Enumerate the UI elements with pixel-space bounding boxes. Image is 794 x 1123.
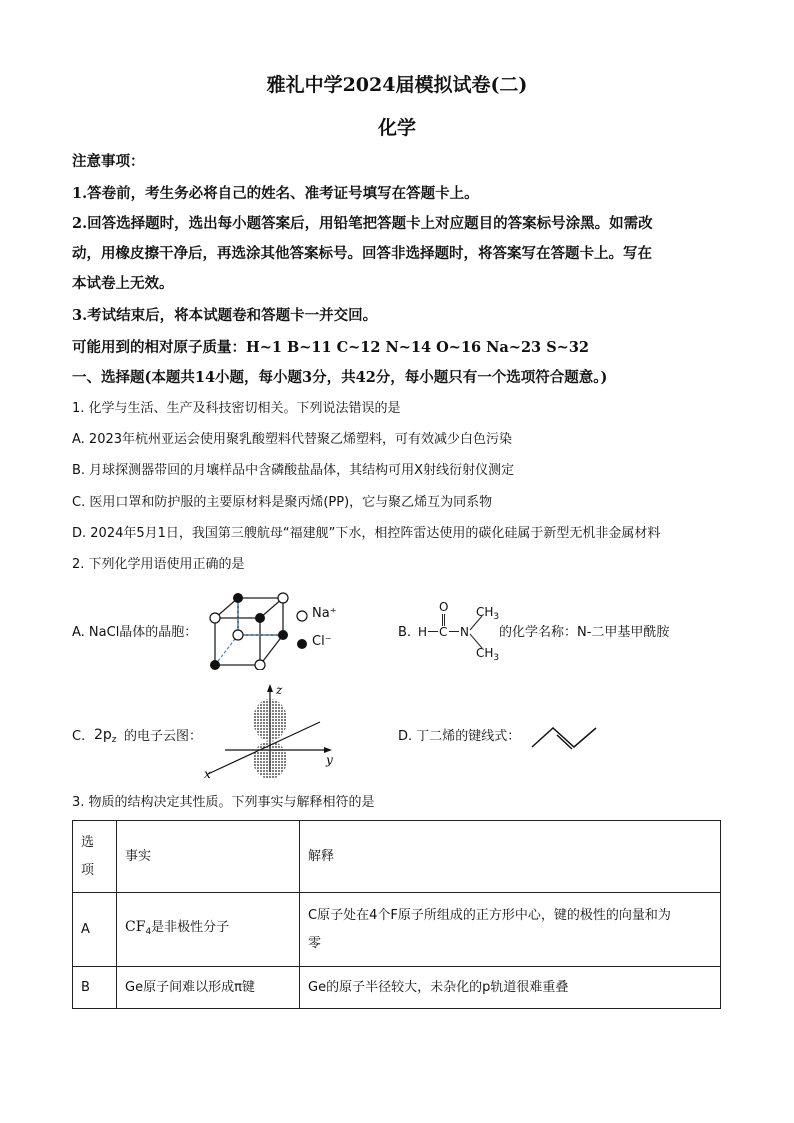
atomic-masses: 可能用到的相对原子质量：H~1 B~11 C~12 N~14 O~16 Na~23 S~32: [72, 339, 589, 356]
notes-heading: 注意事项：: [72, 153, 145, 170]
struct-ch3-top: $CH_3$: [476, 605, 500, 622]
axis-z-label: z: [276, 683, 283, 697]
header-option: 选 项: [73, 821, 117, 893]
na-ion-dot: [210, 613, 220, 623]
cl-ion-dot: [233, 593, 243, 603]
bond-c-n: [449, 631, 459, 632]
q3-table: [72, 820, 721, 1009]
row-a-option: A: [73, 893, 117, 967]
header-explanation: 解释: [300, 821, 721, 893]
notes-item-3: 3.考试结束后，将本试题卷和答题卡一并交回。: [72, 307, 378, 324]
q2-option-b-label: B.: [398, 625, 412, 640]
notes-item-2-line-1: 2.回答选择题时，选出每小题答案后，用铅笔把答题卡上对应题目的答案标号涂黑。如需改: [72, 215, 653, 232]
struct-h: H: [418, 625, 428, 639]
dmf-structure: [418, 600, 508, 664]
q2-stem: 2. 下列化学用语使用正确的是: [72, 557, 245, 572]
pz-upper-lobe: [253, 699, 287, 741]
cl-legend-icon: [296, 638, 308, 650]
table-row: [73, 967, 721, 1009]
cl-ion-dot: [210, 660, 220, 670]
q1-option-a: A. 2023年杭州亚运会使用聚乳酸塑料代替聚乙烯塑料，可有效减少白色污染: [72, 432, 513, 447]
bond-h-c: [428, 631, 438, 632]
q2-option-c-orbital: $2p_z$: [94, 727, 117, 745]
row-b-explanation: Ge的原子半径较大，未杂化的p轨道很难重叠: [300, 967, 721, 1009]
na-ion-dot: [255, 660, 265, 670]
notes-item-2-line-2: 动，用橡皮擦干净后，再选涂其他答案标号。回答非选择题时，将答案写在答题卡上。写在: [72, 245, 652, 262]
butadiene-skeletal-formula: [530, 722, 602, 752]
notes-item-2-line-3: 本试卷上无效。: [72, 275, 174, 292]
exam-title: 雅礼中学2024届模拟试卷(二): [266, 74, 528, 96]
cl-ion-dot: [255, 613, 265, 623]
table-header-row: [73, 821, 721, 893]
q1-option-c: C. 医用口罩和防护服的主要原材料是聚丙烯(PP)，它与聚乙烯互为同系物: [72, 495, 493, 510]
row-b-fact: Ge原子间难以形成π键: [117, 967, 300, 1009]
subject-title: 化学: [377, 117, 416, 139]
pz-lower-lobe: [253, 741, 287, 779]
q3-stem: 3. 物质的结构决定其性质。下列事实与解释相符的是: [72, 795, 375, 810]
q2-option-c-label: C.: [72, 729, 86, 744]
struct-c: C: [439, 625, 448, 639]
axis-y-label: y: [326, 753, 333, 767]
struct-o: O: [439, 600, 449, 614]
q1-option-b: B. 月球探测器带回的月壤样品中含磷酸盐晶体，其结构可用X射线衍射仪测定: [72, 463, 515, 478]
q1-option-d: D. 2024年5月1日，我国第三艘航母“福建舰”下水，相控阵雷达使用的碳化硅属于新型无机非金属材料: [72, 526, 661, 541]
pz-orbital-diagram: [200, 680, 340, 780]
nacl-unit-cell-diagram: [200, 590, 310, 670]
row-b-option: B: [73, 967, 117, 1009]
na-ion-dot: [278, 593, 288, 603]
na-ion-dot: [233, 630, 243, 640]
q1-stem: 1. 化学与生活、生产及科技密切相关。下列说法错误的是: [72, 401, 401, 416]
struct-ch3-bottom: $CH_3$: [476, 646, 500, 663]
notes-item-1: 1.答卷前，考生务必将自己的姓名、准考证号填写在答题卡上。: [72, 185, 479, 202]
cl-ion-dot: [278, 630, 288, 640]
table-row: [73, 893, 721, 967]
section-1-heading: 一、选择题(本题共14小题，每小题3分，共42分，每小题只有一个选项符合题意。): [72, 369, 608, 386]
row-a-explanation: C原子处在4个F原子所组成的正方形中心，键的极性的向量和为 零: [300, 893, 721, 967]
q2-option-d-label: D. 丁二烯的键线式：: [398, 729, 521, 744]
struct-n: N: [460, 625, 469, 639]
na-legend-icon: [296, 610, 308, 622]
q2-option-a-label: A. NaCl晶体的晶胞：: [72, 625, 198, 640]
q2-option-c-text: 的电子云图：: [124, 729, 203, 744]
na-legend-label: Na⁺: [312, 606, 337, 621]
header-fact: 事实: [117, 821, 300, 893]
row-a-fact: $CF_4$是非极性分子: [117, 893, 300, 967]
double-bond-c-o: [442, 614, 445, 626]
q2-option-b-text: 的化学名称：N-二甲基甲酰胺: [499, 625, 670, 640]
cl-legend-label: Cl⁻: [312, 634, 332, 649]
axis-x-label: x: [204, 767, 211, 780]
